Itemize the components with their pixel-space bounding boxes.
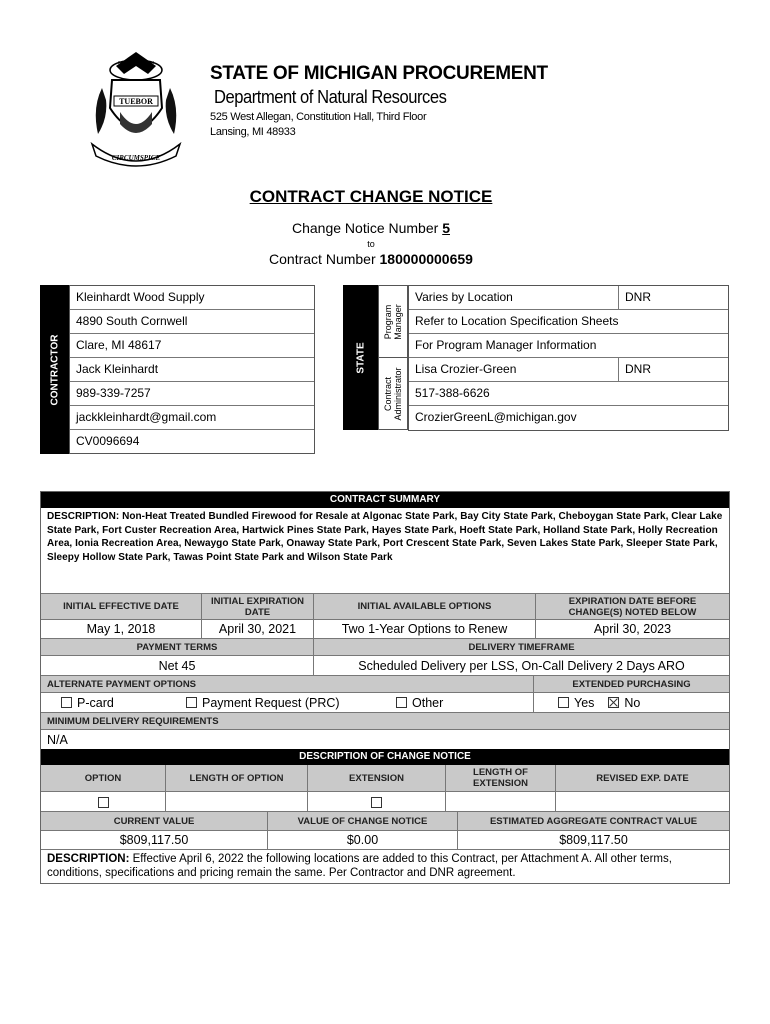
contractor-street: 4890 South Cornwell [70,310,314,334]
svg-text:E PLURIBUS UNUM: E PLURIBUS UNUM [117,60,155,65]
document-title: CONTRACT CHANGE NOTICE [249,187,493,206]
state-label-bar: STATE [343,285,378,430]
ca-email: CrozierGreenL@michigan.gov [415,410,577,424]
length-of-option [165,792,307,811]
header-min-delivery: MINIMUM DELIVERY REQUIREMENTS [41,713,729,729]
svg-text:CIRCUMSPICE: CIRCUMSPICE [111,154,161,162]
contractor-city: Clare, MI 48617 [70,334,314,358]
contract-summary-heading: CONTRACT SUMMARY [41,492,729,508]
ca-phone: 517-388-6626 [415,386,490,400]
pcard-option[interactable]: P-card [61,696,186,710]
extension-checkbox[interactable] [371,797,382,808]
header-option: OPTION [41,765,165,791]
state-info [408,285,729,431]
header-current-value: CURRENT VALUE [41,812,267,830]
value-of-change: $0.00 [267,831,457,849]
header-payment-terms: PAYMENT TERMS [41,639,313,655]
pm-agency: DNR [618,286,728,309]
ca-name: Lisa Crozier-Green [415,362,517,376]
change-notice-number: Change Notice Number 5 [292,220,450,236]
extended-yes-option[interactable]: Yes [558,696,594,710]
option-checkbox[interactable] [98,797,109,808]
change-notice-heading: DESCRIPTION OF CHANGE NOTICE [41,749,729,765]
header-initial-effective-date: INITIAL EFFECTIVE DATE [41,594,201,619]
header-extended-purchasing: EXTENDED PURCHASING [533,676,729,692]
yes-checkbox[interactable] [558,697,569,708]
agency-title: STATE OF MICHIGAN PROCUREMENT [210,63,548,84]
initial-effective-date: May 1, 2018 [86,622,156,636]
contractor-info [69,285,315,454]
summary-description: DESCRIPTION: Non-Heat Treated Bundled Firewood for Resale at Algonac State Park, Bay City State Park, Cheboygan State Park, Clear Lake State Park, Fort Custer Recreation Area, Hartwick Pines State Park, Hayes State Park, Hoeft State Park, Holland State Park, Holly Recreation Area, Ionia Recreation Area, Newaygo State Park, Onaway State Park, Port Crescent State Park, Seven Lakes State Park, Sleeper State Park, Sleepy Hollow State Park, Tawas Point State Park and Wilson State Park [47,511,723,563]
contractor-vendor-id: CV0096694 [76,434,140,448]
pm-name: Varies by Location [415,290,513,304]
program-manager-label: Program Manager [378,285,408,358]
pcard-checkbox[interactable] [61,697,72,708]
header-initial-options: INITIAL AVAILABLE OPTIONS [313,594,535,619]
prc-option[interactable]: Payment Request (PRC) [186,696,396,710]
header-extension: EXTENSION [307,765,445,791]
expiration-before-change: April 30, 2023 [535,620,729,638]
current-value: $809,117.50 [119,833,189,847]
header-initial-expiration-date: INITIAL EXPIRATION DATE [201,594,313,619]
header-aggregate-value: ESTIMATED AGGREGATE CONTRACT VALUE [457,812,729,830]
svg-text:TUEBOR: TUEBOR [119,97,153,106]
header-alternate-payment: ALTERNATE PAYMENT OPTIONS [41,676,533,692]
header-value-of-change: VALUE OF CHANGE NOTICE [267,812,457,830]
to-label: to [367,239,375,249]
contract-summary-table [40,491,730,884]
contractor-email: jackkleinhardt@gmail.com [70,406,314,430]
contract-number: Contract Number 180000000659 [269,251,473,267]
pm-line2: Refer to Location Specification Sheets [415,314,619,328]
no-checkbox-checked[interactable] [608,697,619,708]
pm-line3: For Program Manager Information [415,338,597,352]
delivery-timeframe: Scheduled Delivery per LSS, On-Call Delivery 2 Days ARO [313,656,729,675]
extended-no-option[interactable]: No [608,696,640,710]
payment-terms: Net 45 [158,658,196,673]
header-length-of-extension: LENGTH OF EXTENSION [445,765,555,791]
contract-admin-label: Contract Administrator [378,357,408,430]
revised-exp-date [555,792,729,811]
initial-expiration-date: April 30, 2021 [201,620,313,638]
other-checkbox[interactable] [396,697,407,708]
aggregate-value: $809,117.50 [457,831,729,849]
ca-agency: DNR [618,358,728,381]
change-description: DESCRIPTION: Effective April 6, 2022 the following locations are added to this Contract, per Attachment A. All other terms, conditions, specifications and pricing remain the same. Per Contractor and DNR agreement. [47,853,672,879]
min-delivery: N/A [47,732,68,747]
department-name: Department of Natural Resources [214,87,447,107]
prc-checkbox[interactable] [186,697,197,708]
other-option[interactable]: Other [396,696,443,710]
initial-options: Two 1-Year Options to Renew [313,620,535,638]
contractor-contact: Jack Kleinhardt [70,358,314,382]
address-line-2: Lansing, MI 48933 [210,126,296,138]
contractor-name: Kleinhardt Wood Supply [70,286,314,310]
header-length-of-option: LENGTH OF OPTION [165,765,307,791]
header-expiration-before-change: EXPIRATION DATE BEFORE CHANGE(S) NOTED BELOW [535,594,729,619]
header-revised-exp-date: REVISED EXP. DATE [555,765,729,791]
contractor-label-bar: CONTRACTOR [40,285,69,454]
header-delivery-timeframe: DELIVERY TIMEFRAME [313,639,729,655]
length-of-extension [445,792,555,811]
state-seal-logo [82,48,190,172]
contractor-phone: 989-339-7257 [70,382,314,406]
address-line-1: 525 West Allegan, Constitution Hall, Third Floor [210,111,427,123]
